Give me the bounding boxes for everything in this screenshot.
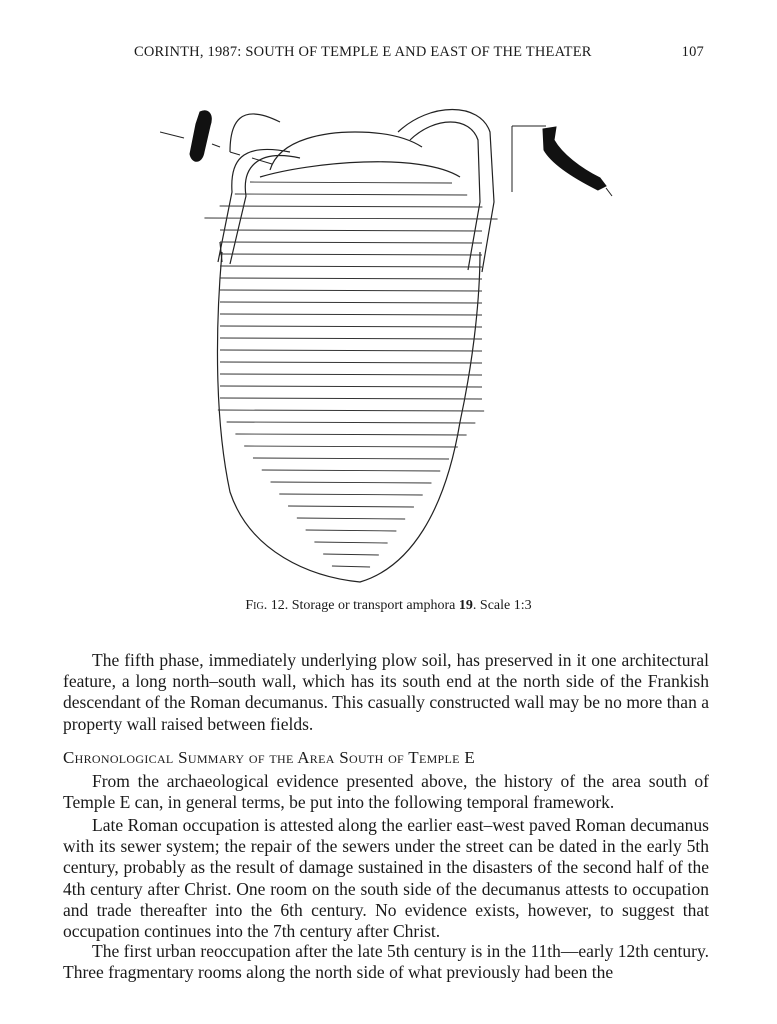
page-number: 107 [681,44,704,60]
amphora-rib-line [220,278,482,279]
amphora-rib-line [220,338,482,339]
amphora-rib-line [262,470,441,471]
amphora-rib-line [220,374,482,375]
amphora-rib-line [220,398,482,399]
paragraph-framework [63,771,709,813]
amphora-rib-line [220,314,482,315]
paragraph-fifth-phase [63,650,709,735]
section-heading: Chronological Summary of the Area South of Temple E [63,748,476,767]
caption-label: Fig. 12. [245,598,289,613]
caption-scale: . Scale 1:3 [472,598,532,613]
amphora-rib-line [235,194,467,195]
amphora-rib-line [332,566,370,567]
amphora-rib-line [218,410,484,411]
amphora-rib-line [220,266,482,267]
paragraph-text: The fifth phase, immediately underlying plow soil, has preserved in it one architectural feature, a long north–south wall, which has its south end at the north side of the Frankish descendant of the Roman decumanus. This casually constructed wall may be no more than a property wall raised between fields. [63,650,709,734]
amphora-rib-line [220,230,482,231]
amphora-rib-line [244,446,458,447]
figure-caption [0,598,777,614]
amphora-rib-line [250,182,452,183]
amphora-rib-line [220,326,482,327]
amphora-rib-line [288,506,414,507]
amphora-rib-line [253,458,449,459]
amphora-rib-line [235,434,466,435]
paragraph-text: The first urban reoccupation after the late 5th century is in the 11th—early 12th century. Three fragmentary rooms along the north side of what previously had been the [63,941,709,983]
running-title: CORINTH, 1987: SOUTH OF TEMPLE E AND EAST OF THE THEATER [134,44,592,60]
amphora-rib-line [227,422,476,423]
amphora-rib-line [204,218,497,219]
amphora-rib-line [323,554,379,555]
caption-text: Storage or transport amphora [291,598,456,613]
amphora-rib-line [220,362,482,363]
caption-catalog-number: 19 [458,598,473,613]
amphora-rib-line [306,530,397,531]
amphora-rib-line [220,386,482,387]
amphora-rib-line [220,206,483,207]
amphora-rib-line [220,242,482,243]
amphora-rib-line [220,290,482,291]
amphora-drawing [160,92,620,592]
amphora-rib-line [271,482,432,483]
amphora-rib-line [220,254,482,255]
amphora-rib-line [314,542,387,543]
running-header [134,44,704,64]
paragraph-late-roman [63,815,709,942]
amphora-rib-line [220,302,482,303]
paragraph-text: From the archaeological evidence presented above, the history of the area south of Temple E can, in general terms, be put into the following temporal framework. [63,771,709,813]
paragraph-text: Late Roman occupation is attested along the earlier east–west paved Roman decumanus with its sewer system; the repair of the sewers under the street can be dated in the early 5th century, probably as the result of damage sustained in the disasters of the second half of the 4th century after Christ. One room on the south side of the decumanus attests to occupation and trade thereafter into the 6th century. No evidence exists, however, to suggest that occupation continues into the 7th century after Christ. [63,815,709,942]
paragraph-reoccupation [63,941,709,983]
amphora-rib-line [220,350,482,351]
amphora-rib-line [279,494,422,495]
amphora-rib-line [297,518,405,519]
amphora-figure [160,92,620,592]
